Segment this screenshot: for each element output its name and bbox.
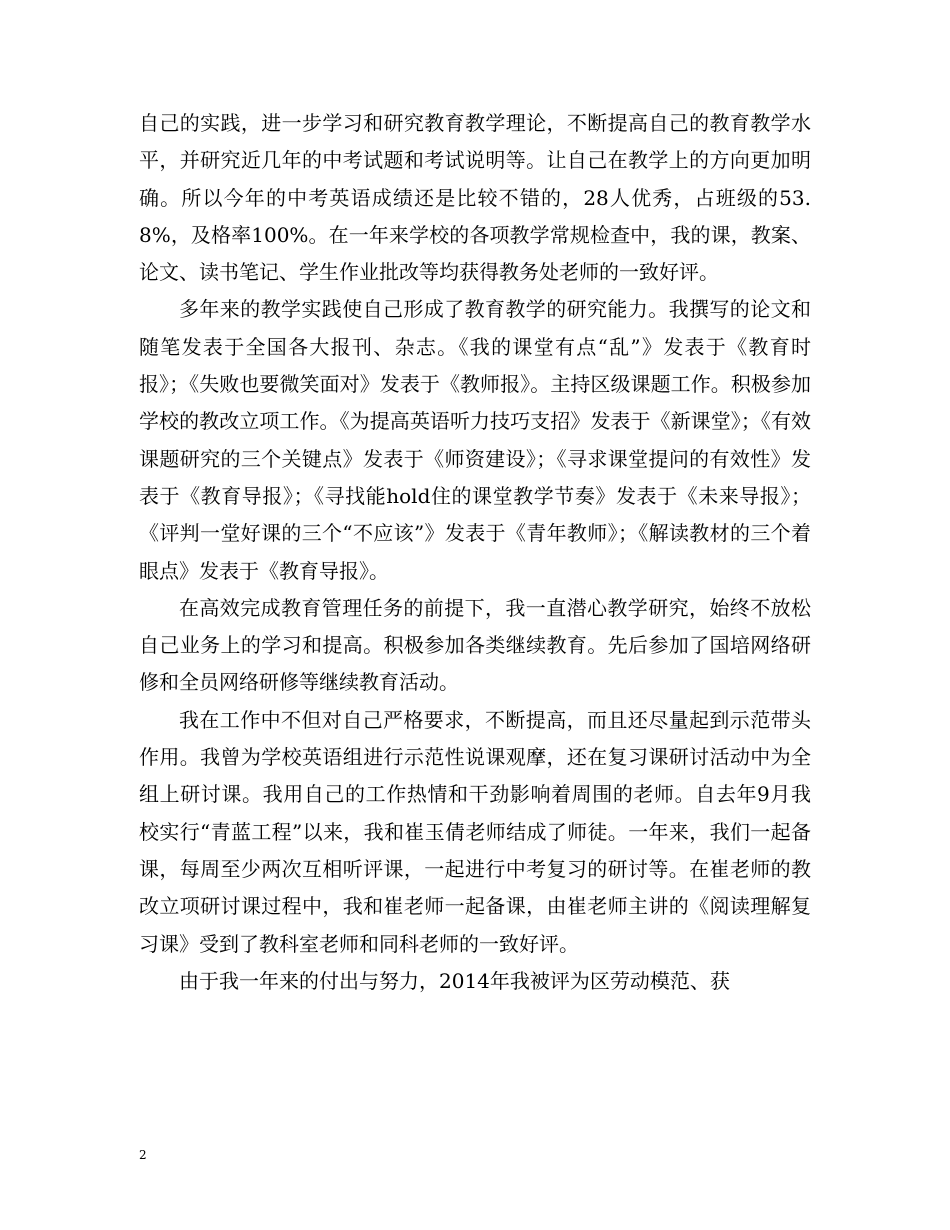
body-text (139, 105, 811, 1000)
paragraph-4: 我在工作中不但对自己严格要求，不断提高，而且还尽量起到示范带头作用。我曾为学校英语组进行示范性说课观摩，还在复习课研讨活动中为全组上研讨课。我用自己的工作热情和干劲影响着周围的老师。自去年9月我校实行“青蓝工程”以来，我和崔玉倩老师结成了师徒。一年来，我们一起备课，每周至少两次互相听评课，一起进行中考复习的研讨等。在崔老师的教改立项研讨课过程中，我和崔老师一起备课，由崔老师主讲的《阅读理解复习课》受到了教科室老师和同科老师的一致好评。 (139, 707, 811, 956)
paragraph-1: 自己的实践，进一步学习和研究教育教学理论，不断提高自己的教育教学水平，并研究近几年的中考试题和考试说明等。让自己在教学上的方向更加明确。所以今年的中考英语成绩还是比较不错的，28人优秀，占班级的53.8%，及格率100%。在一年来学校的各项教学常规检查中，我的课，教案、论文、读书笔记、学生作业批改等均获得教务处老师的一致好评。 (139, 111, 811, 285)
paragraph-3: 在高效完成教育管理任务的前提下，我一直潜心教学研究，始终不放松自己业务上的学习和提高。积极参加各类继续教育。先后参加了国培网络研修和全员网络研修等继续教育活动。 (139, 595, 811, 695)
paragraph-2: 多年来的教学实践使自己形成了教育教学的研究能力。我撰写的论文和随笔发表于全国各大报刊、杂志。《我的课堂有点“乱”》发表于《教育时报》；《失败也要微笑面对》发表于《教师报》。主持区级课题工作。积极参加学校的教改立项工作。《为提高英语听力技巧支招》发表于《新课堂》；《有效课题研究的三个关键点》发表于《师资建设》；《寻求课堂提问的有效性》发表于《教育导报》；《寻找能hold住的课堂教学节奏》发表于《未来导报》；《评判一堂好课的三个“不应该”》发表于《青年教师》；《解读教材的三个着眼点》发表于《教育导报》。 (139, 297, 811, 583)
page-number: 2 (139, 1148, 147, 1162)
paragraph-5: 由于我一年来的付出与努力，2014年我被评为区劳动模范、获 (179, 968, 730, 993)
